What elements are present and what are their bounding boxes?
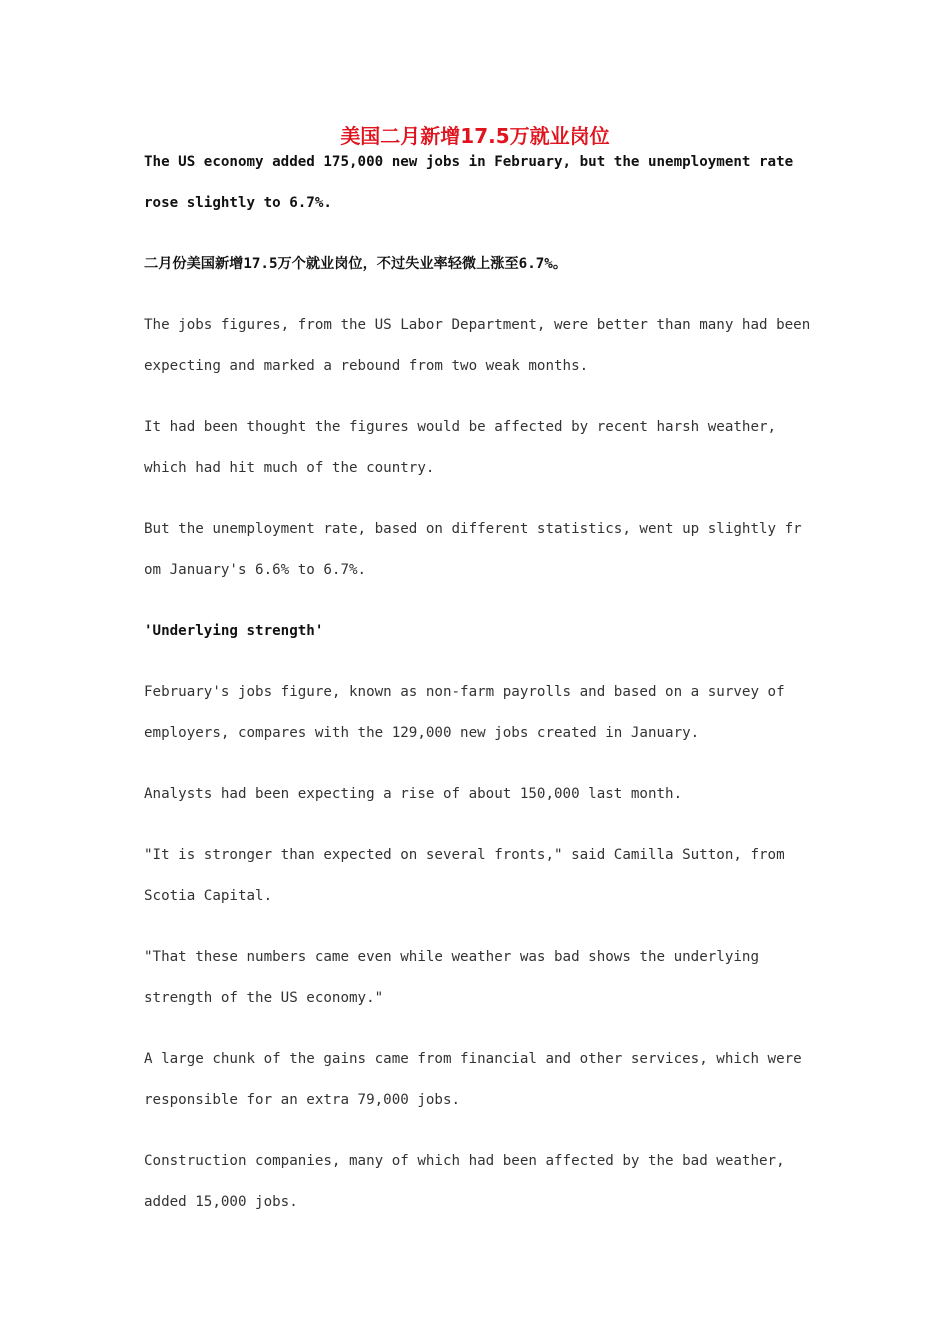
paragraph-financial-services: A large chunk of the gains came from financial and other services, which were responsible for an extra 79,000 jobs. xyxy=(144,1051,802,1108)
paragraph-quote-strength: "That these numbers came even while weather was bad shows the underlying strength of the US economy." xyxy=(144,949,759,1006)
paragraph-unemployment-rate: But the unemployment rate, based on different statistics, went up slightly fr om January's 6.6% to 6.7%. xyxy=(144,521,802,578)
paragraph-lead-chinese: 二月份美国新增17.5万个就业岗位，不过失业率轻微上涨至6.7%。 xyxy=(144,256,568,272)
paragraph-weather: It had been thought the figures would be affected by recent harsh weather, which had hit much of the country. xyxy=(144,419,777,476)
paragraph-non-farm-payrolls: February's jobs figure, known as non-farm payrolls and based on a survey of employers, compares with the 129,000 new jobs created in January. xyxy=(144,684,785,741)
section-heading-underlying-strength: 'Underlying strength' xyxy=(144,623,324,639)
paragraph-jobs-figures: The jobs figures, from the US Labor Department, were better than many had been expecting and marked a rebound from two weak months. xyxy=(144,317,811,374)
paragraph-analysts: Analysts had been expecting a rise of about 150,000 last month. xyxy=(144,786,683,802)
paragraph-quote-sutton: "It is stronger than expected on several fronts," said Camilla Sutton, from Scotia Capital. xyxy=(144,847,785,904)
paragraph-lead-english: The US economy added 175,000 new jobs in February, but the unemployment rate rose slightly to 6.7%. xyxy=(144,154,794,211)
paragraph-construction: Construction companies, many of which had been affected by the bad weather, added 15,000 jobs. xyxy=(144,1153,785,1210)
article-title: 美国二月新增17.5万就业岗位 xyxy=(340,124,610,148)
